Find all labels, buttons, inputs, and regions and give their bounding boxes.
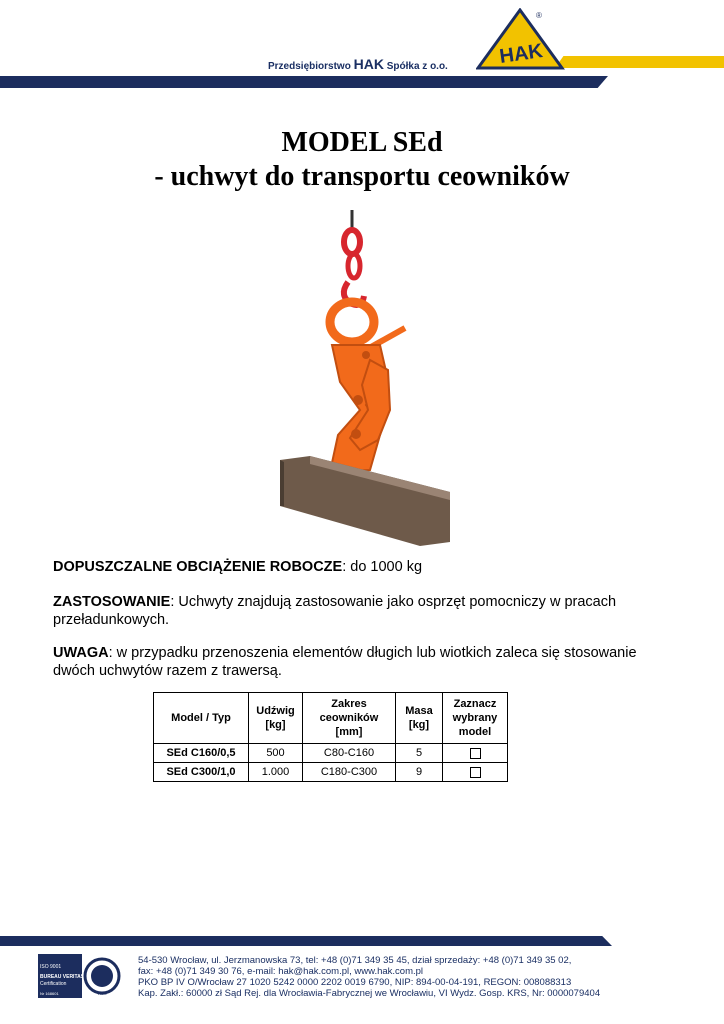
- company-brand: HAK: [353, 56, 384, 72]
- cell-mass: 9: [396, 763, 443, 782]
- footer-address: 54-530 Wrocław, ul. Jerzmanowska 73, tel: +48 (0)71 349 35 45, dział sprzedaży: +48 (0)71 349 35 02,: [138, 955, 572, 966]
- load-label: DOPUSZCZALNE OBCIĄŻENIE ROBOCZE: [53, 559, 343, 575]
- use-label: ZASTOSOWANIE: [53, 594, 171, 610]
- hak-logo-icon: [476, 8, 566, 72]
- cell-select: [443, 744, 508, 763]
- cell-range: C180-C300: [303, 763, 396, 782]
- col-header-capacity: Udźwig [kg]: [249, 693, 303, 744]
- cell-mass: 5: [396, 744, 443, 763]
- load-value: : do 1000 kg: [342, 559, 423, 575]
- table-header-row: [154, 693, 508, 744]
- use-text: : Uchwyty znajdują zastosowanie jako osprzęt pomocniczy w pracach przeładunkowych.: [53, 594, 617, 628]
- cell-range: C80-C160: [303, 744, 396, 763]
- footer-registry: Kap. Zakł.: 60000 zł Sąd Rej. dla Wrocławia-Fabrycznej we Wrocławiu, VI Wydz. Gosp. KRS, Nr: 0000079404: [138, 988, 601, 999]
- cell-select: [443, 763, 508, 782]
- cert-iso: ISO 9001: [40, 964, 62, 970]
- table-row: [154, 763, 508, 782]
- page-title: MODEL SEd: [281, 127, 443, 158]
- table-row: [154, 744, 508, 763]
- cert-year: 1828: [97, 991, 107, 996]
- cert-number: Nr 168601: [40, 991, 59, 996]
- company-prefix: Przedsiębiorstwo: [268, 61, 351, 72]
- col-header-model: Model / Typ: [154, 693, 249, 744]
- col-header-range: Zakres ceowników [mm]: [303, 693, 396, 744]
- company-suffix: Spółka z o.o.: [386, 61, 448, 72]
- select-checkbox[interactable]: [470, 748, 481, 759]
- cell-model: SEd C160/0,5: [154, 744, 249, 763]
- note-text: : w przypadku przenoszenia elementów długich lub wiotkich zaleca się stosowanie dwóch uchwytów razem z trawersą.: [53, 645, 637, 679]
- load-paragraph: [53, 558, 673, 576]
- note-paragraph: [53, 644, 673, 680]
- col-header-select: Zaznacz wybrany model: [443, 693, 508, 744]
- product-photo: [270, 210, 470, 550]
- note-label: UWAGA: [53, 645, 109, 661]
- cert-bv: BUREAU VERITAS: [40, 974, 85, 980]
- company-name: [268, 56, 448, 72]
- header-navy-band: [0, 76, 608, 88]
- registered-mark: ®: [536, 11, 542, 20]
- select-checkbox[interactable]: [470, 767, 481, 778]
- cell-model: SEd C300/1,0: [154, 763, 249, 782]
- logo-text: HAK: [498, 40, 545, 68]
- use-paragraph: [53, 593, 673, 629]
- footer-fax-email: fax: +48 (0)71 349 30 76, e-mail: hak@hak.com.pl, www.hak.com.pl: [138, 966, 424, 977]
- cert-label: Certification: [40, 981, 67, 987]
- spec-table: [153, 692, 508, 782]
- page-subtitle: - uchwyt do transportu ceowników: [154, 161, 570, 192]
- header-yellow-band: [555, 56, 724, 68]
- col-header-mass: Masa [kg]: [396, 693, 443, 744]
- bureau-veritas-cert-icon: [38, 954, 122, 998]
- cell-capacity: 500: [249, 744, 303, 763]
- footer-navy-band: [0, 936, 612, 946]
- footer-bank: PKO BP IV O/Wrocław 27 1020 5242 0000 2202 0019 6790, NIP: 894-00-04-191, REGON: 008088313: [138, 977, 572, 988]
- footer-contact: [138, 955, 718, 999]
- cell-capacity: 1.000: [249, 763, 303, 782]
